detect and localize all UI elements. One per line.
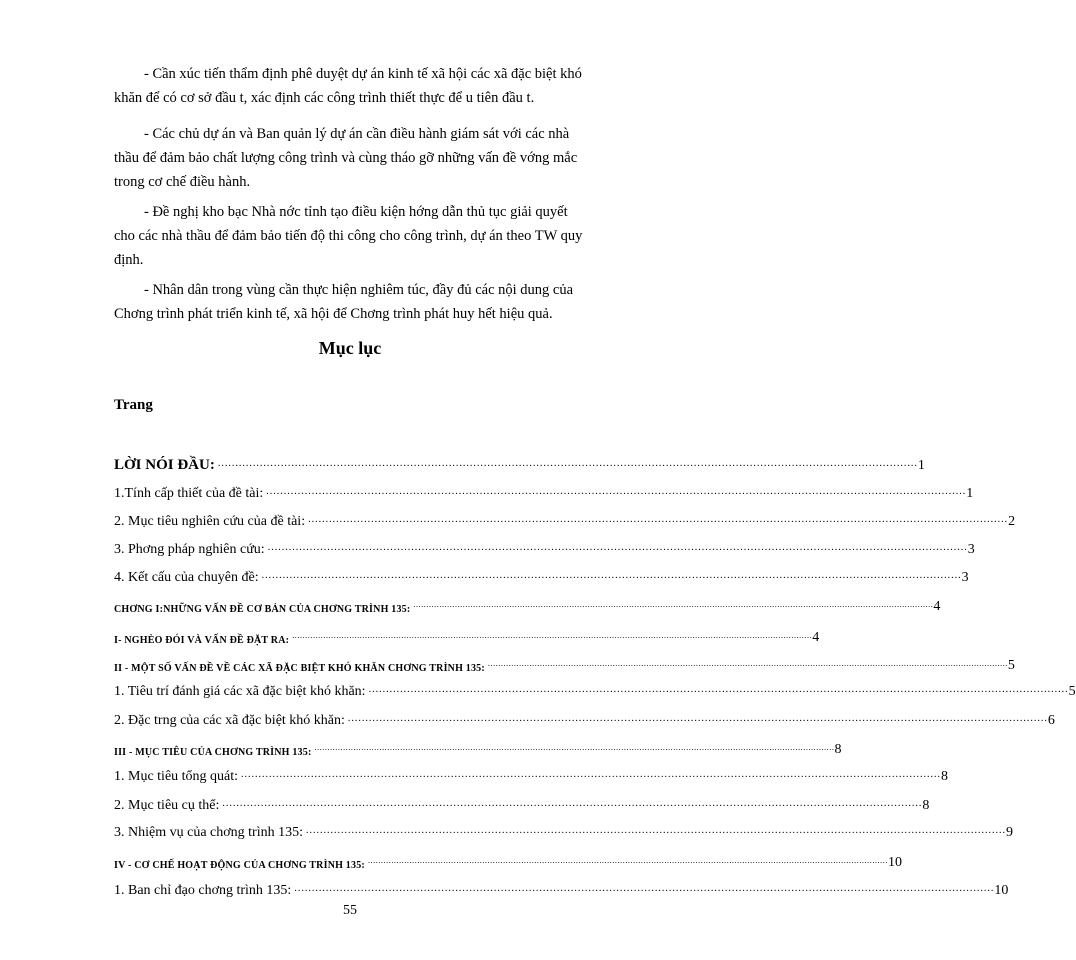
- toc-leader: ........................................................................................................................................................................................................: [305, 825, 1006, 836]
- toc-label: 4. Kết cấu của chuyên đề:: [114, 570, 259, 585]
- toc-row[interactable]: [114, 849, 902, 871]
- toc-label: 1. Tiêu trí đánh giá các xã đặc biệt khó khăn:: [114, 684, 366, 699]
- paragraph-3: [114, 200, 634, 272]
- toc-page: 5: [1068, 684, 1076, 699]
- paragraph-line: cho các nhà thầu để đảm bảo tiến độ thi công cho công trình, dự án theo TW quy: [114, 228, 583, 244]
- toc-page: 3: [961, 570, 969, 585]
- paragraph-line: thầu để đảm bảo chất lượng công trình và cùng tháo gỡ những vấn đề vớng mắc: [114, 150, 578, 166]
- toc-label: 1. Ban chỉ đạo chơng trình 135:: [114, 883, 292, 898]
- toc-leader: ........................................................................................................................................................................................................: [368, 684, 1069, 695]
- toc-page: 2: [1008, 514, 1016, 529]
- toc-page: 10: [887, 855, 902, 870]
- toc-label: 3. Nhiệm vụ của chơng trình 135:: [114, 825, 303, 840]
- toc-label: 2. Đặc trng của các xã đặc biệt khó khăn:: [114, 713, 345, 728]
- paragraph-line: trong cơ chế điều hành.: [114, 174, 251, 190]
- toc-row[interactable]: [114, 763, 949, 785]
- paragraph-line: khăn để có cơ sở đầu t, xác định các công trình thiết thực để u tiên đầu t.: [114, 90, 535, 106]
- toc-row[interactable]: [114, 452, 925, 474]
- paragraph-1: [114, 62, 634, 110]
- toc-row[interactable]: [114, 536, 975, 558]
- toc-row[interactable]: [114, 678, 1076, 700]
- toc-label: II - MỘT SỐ VẤN ĐỀ VỀ CÁC XÃ ĐẶC BIỆT KHÓ KHĂN CHƠNG TRÌNH 135:: [114, 663, 485, 674]
- paragraph-line: Chơng trình phát triển kinh tế, xã hội để Chơng trình phát huy hết hiệu quả.: [114, 306, 553, 322]
- toc-page: 8: [941, 769, 949, 784]
- toc-page: 4: [812, 630, 820, 645]
- page-number: 55: [343, 903, 357, 918]
- toc-leader: ........................................................................................................................................................................................................: [217, 458, 918, 469]
- toc-label: I- NGHÈO ĐÓI VÀ VẤN ĐỀ ĐẶT RA:: [114, 635, 290, 646]
- toc-label: 3. Phơng pháp nghiên cứu:: [114, 542, 265, 557]
- toc-leader: ........................................................................................................................................................................................................: [367, 856, 888, 865]
- toc-page: 6: [1047, 713, 1055, 728]
- toc-page: 9: [1005, 825, 1013, 840]
- toc-page: 10: [994, 883, 1009, 898]
- toc-leader: ........................................................................................................................................................................................................: [314, 743, 835, 752]
- toc-leader: ........................................................................................................................................................................................................: [413, 600, 934, 609]
- toc-label: LỜI NÓI ĐẦU:: [114, 457, 215, 473]
- paragraph-line: - Các chủ dự án và Ban quản lý dự án cần điều hành giám sát với các nhà: [144, 126, 570, 142]
- toc-page: 5: [1007, 658, 1015, 673]
- paragraph-line: - Đề nghị kho bạc Nhà nớc tỉnh tạo điều kiện hớng dẫn thủ tục giải quyết: [144, 204, 568, 220]
- toc-leader: ........................................................................................................................................................................................................: [308, 514, 1009, 525]
- paragraph-line: - Cần xúc tiến thẩm định phê duyệt dự án kinh tế xã hội các xã đặc biệt khó: [144, 66, 582, 82]
- toc-leader: ........................................................................................................................................................................................................: [222, 798, 923, 809]
- toc-leader: ........................................................................................................................................................................................................: [261, 570, 962, 581]
- toc-label: 2. Mục tiêu cụ thể:: [114, 798, 220, 813]
- toc-row[interactable]: [114, 792, 930, 814]
- toc-page: 1: [966, 486, 974, 501]
- toc-row[interactable]: [114, 707, 1055, 729]
- toc-leader: ........................................................................................................................................................................................................: [267, 542, 968, 553]
- toc-label: CHƠNG I:NHỮNG VẤN ĐỀ CƠ BẢN CỦA CHƠNG TRÌNH 135:: [114, 604, 411, 615]
- toc-label: 2. Mục tiêu nghiên cứu của đề tài:: [114, 514, 306, 529]
- toc-row[interactable]: [114, 624, 820, 646]
- trang-label: Trang: [114, 397, 153, 413]
- toc-row[interactable]: [114, 564, 969, 586]
- toc-label: 1. Mục tiêu tổng quát:: [114, 769, 239, 784]
- toc-leader: ........................................................................................................................................................................................................: [347, 713, 1048, 724]
- toc-page: 8: [922, 798, 930, 813]
- toc-row[interactable]: [114, 877, 1009, 899]
- toc-leader: ........................................................................................................................................................................................................: [292, 631, 813, 640]
- toc-row[interactable]: [114, 480, 974, 502]
- paragraph-line: - Nhân dân trong vùng cần thực hiện nghiêm túc, đầy đủ các nội dung của: [144, 282, 574, 298]
- toc-label: 1.Tính cấp thiết của đề tài:: [114, 486, 264, 501]
- toc-leader: ........................................................................................................................................................................................................: [294, 883, 995, 894]
- toc-page: 1: [917, 458, 925, 473]
- toc-label: III - MỤC TIÊU CỦA CHƠNG TRÌNH 135:: [114, 747, 312, 758]
- paragraph-4: [114, 278, 634, 326]
- toc-leader: ........................................................................................................................................................................................................: [241, 769, 942, 780]
- toc-label: IV - CƠ CHẾ HOẠT ĐỘNG CỦA CHƠNG TRÌNH 135:: [114, 860, 365, 871]
- toc-heading: Mục lục: [318, 338, 382, 358]
- paragraph-2: [114, 122, 634, 194]
- toc-page: 4: [933, 599, 941, 614]
- toc-row[interactable]: [114, 593, 941, 615]
- paragraph-line: định.: [114, 252, 144, 268]
- toc-row[interactable]: [114, 508, 1016, 530]
- toc-leader: ........................................................................................................................................................................................................: [266, 486, 967, 497]
- toc-page: 3: [967, 542, 975, 557]
- toc-page: 8: [834, 742, 842, 757]
- toc-row[interactable]: [114, 736, 842, 758]
- toc-row[interactable]: [114, 819, 1013, 841]
- toc-leader: ........................................................................................................................................................................................................: [487, 659, 1008, 668]
- toc-row[interactable]: [114, 652, 1015, 674]
